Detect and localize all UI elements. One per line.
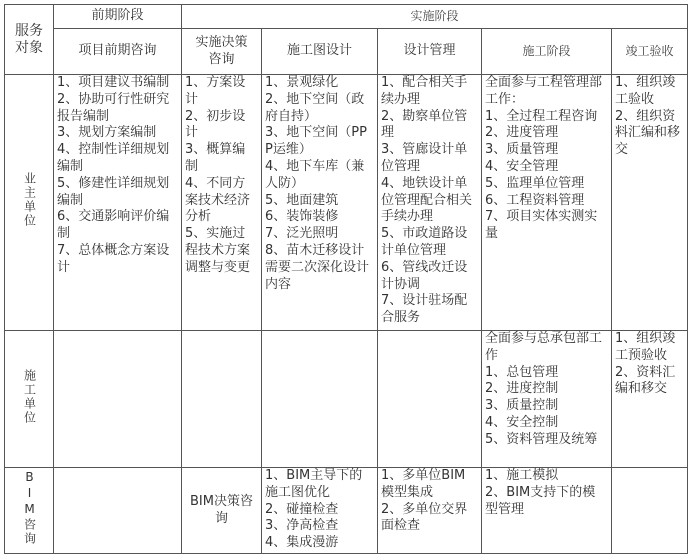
service-matrix-table (4, 4, 688, 554)
cell-owner-early (54, 75, 182, 331)
col-header-construction (482, 29, 612, 75)
phase-early-label: 前期阶段 (91, 8, 144, 24)
col-decision-label: 实施决策 咨询 (195, 34, 248, 67)
cell-bim-decision (182, 468, 262, 554)
owner-decision-text: 1、方案设计 2、初步设计 3、概算编制 4、不同方案技术经济分析 5、实施过程技术方案调整与变更 (185, 75, 251, 275)
corner-header-label: 服务 对象 (15, 22, 43, 56)
cell-contractor-design (262, 331, 378, 468)
row-header-owner (5, 75, 54, 331)
contractor-construction-text: 全面参与总承包部工作 1、总包管理 2、进度控制 3、质量控制 4、安全控制 5、资料管理及统筹 (485, 331, 603, 447)
col-header-design-mgmt (378, 29, 482, 75)
table-row-bim (5, 468, 688, 554)
table-row-contractor (5, 331, 688, 468)
cell-bim-construction (482, 468, 612, 554)
col-header-acceptance (612, 29, 688, 75)
table-row-owner (5, 75, 688, 331)
cell-bim-design-mgmt (378, 468, 482, 554)
row-owner-label: 业主单位 (22, 172, 37, 228)
cell-contractor-design-mgmt (378, 331, 482, 468)
owner-acceptance-text: 1、组织竣工验收 2、组织资料汇编和移交 (615, 75, 681, 158)
col-header-early-consult (54, 29, 182, 75)
contractor-acceptance-text: 1、组织竣工预验收 2、资料汇编和移交 (615, 331, 676, 397)
bim-construction-text: 1、施工模拟 2、BIM支持下的模型管理 (485, 468, 596, 517)
cell-contractor-early (54, 331, 182, 468)
col-design-mgmt-label: 设计管理 (403, 43, 456, 59)
owner-design-text: 1、景观绿化 2、地下空间（政府自持） 3、地下空间（PPP运维） 4、地下车库（兼人防） 5、地面建筑 6、装饰装修 7、泛光照明 8、苗木迁移设计 需要二次深化设计内容 (265, 75, 370, 292)
col-early-consult-label: 项目前期咨询 (78, 43, 157, 59)
cell-bim-acceptance (612, 468, 688, 554)
col-header-design (262, 29, 378, 75)
phase-header-early (54, 5, 182, 29)
cell-contractor-decision (182, 331, 262, 468)
bim-design-mgmt-text: 1、多单位BIM模型集成 2、多单位交界面检查 (381, 468, 468, 534)
bim-design-text: 1、BIM主导下的施工图优化 2、碰撞检查 3、净高检查 4、集成漫游 (265, 468, 363, 551)
col-acceptance-label: 竣工验收 (625, 44, 674, 59)
cell-owner-acceptance (612, 75, 688, 331)
cell-contractor-construction (482, 331, 612, 468)
row-bim-label: BIM咨询 (22, 470, 37, 546)
cell-bim-design (262, 468, 378, 554)
cell-owner-design (262, 75, 378, 331)
cell-owner-construction (482, 75, 612, 331)
col-header-decision (182, 29, 262, 75)
owner-design-mgmt-text: 1、配合相关手续办理 2、勘察单位管理 3、管廊设计单位管理 4、地铁设计单位管理配合相关手续办理 5、市政道路设计单位管理 6、管线改迁设计协调 7、设计驻场配合服务 (381, 75, 473, 326)
cell-contractor-acceptance (612, 331, 688, 468)
corner-header (5, 5, 54, 75)
owner-construction-text: 全面参与工程管理部工作： 1、全过程工程咨询 2、进度管理 3、质量管理 4、安全管理 5、监理单位管理 6、工程资料管理 7、项目实体实测实量 (485, 75, 603, 242)
col-design-label: 施工图设计 (286, 43, 352, 59)
owner-early-text: 1、项目建议书编制 2、协助可行性研究报告编制 3、规划方案编制 4、控制性详细规划编制 5、修建性详细规划编制 6、交通影响评价编制 7、总体概念方案设计 (57, 75, 170, 275)
row-header-contractor (5, 331, 54, 468)
phase-header-implementation (182, 5, 688, 29)
row-contractor-label: 施工单位 (22, 368, 37, 425)
cell-owner-design-mgmt (378, 75, 482, 331)
col-construction-label: 施工阶段 (522, 44, 571, 59)
cell-owner-decision (182, 75, 262, 331)
row-header-bim (5, 468, 54, 554)
phase-impl-label: 实施阶段 (410, 9, 459, 24)
bim-decision-text: BIM决策咨询 (190, 493, 253, 526)
service-matrix-page (4, 4, 687, 553)
cell-bim-early (54, 468, 182, 554)
